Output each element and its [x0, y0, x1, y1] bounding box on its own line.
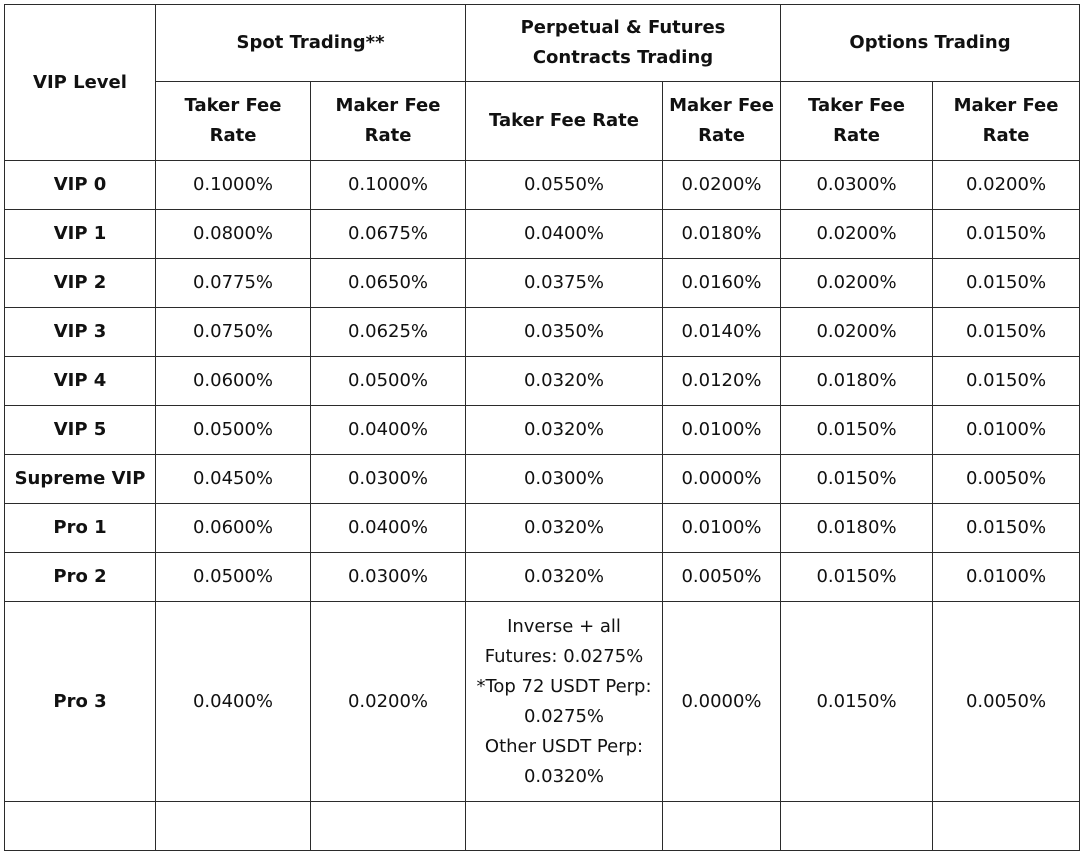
perp-taker-cell: 0.0350% — [466, 308, 663, 357]
header-perp-maker: Maker Fee Rate — [663, 82, 781, 161]
options-maker-cell: 0.0150% — [933, 308, 1080, 357]
header-row-groups — [5, 5, 1080, 82]
empty-cell — [5, 802, 156, 851]
options-maker-cell: 0.0150% — [933, 210, 1080, 259]
table-row — [5, 161, 1080, 210]
empty-cell — [311, 802, 466, 851]
perp-taker-cell: 0.0320% — [466, 504, 663, 553]
spot-maker-cell: 0.0300% — [311, 553, 466, 602]
empty-cell — [933, 802, 1080, 851]
perp-taker-line: 0.0320% — [523, 765, 605, 787]
empty-cell — [781, 802, 933, 851]
vip-level-cell: VIP 4 — [5, 357, 156, 406]
header-spot-maker: Maker Fee Rate — [311, 82, 466, 161]
options-taker-cell: 0.0200% — [781, 308, 933, 357]
perp-taker-cell: 0.0300% — [466, 455, 663, 504]
perp-maker-cell: 0.0000% — [663, 455, 781, 504]
perp-maker-cell: 0.0120% — [663, 357, 781, 406]
vip-level-cell: VIP 0 — [5, 161, 156, 210]
options-taker-cell: 0.0200% — [781, 210, 933, 259]
options-taker-cell: 0.0200% — [781, 259, 933, 308]
spot-taker-cell: 0.1000% — [156, 161, 311, 210]
header-perpetual-futures-trading: Perpetual & Futures Contracts Trading — [466, 5, 781, 82]
table-row — [5, 357, 1080, 406]
spot-taker-cell: 0.0400% — [156, 602, 311, 802]
table-row-partial — [5, 802, 1080, 851]
spot-maker-cell: 0.0400% — [311, 406, 466, 455]
perp-taker-line: Other USDT Perp: — [484, 735, 644, 757]
perp-maker-cell: 0.0200% — [663, 161, 781, 210]
header-row-rates — [5, 82, 1080, 161]
spot-taker-cell: 0.0600% — [156, 357, 311, 406]
table-row — [5, 455, 1080, 504]
spot-maker-cell: 0.0200% — [311, 602, 466, 802]
options-maker-cell: 0.0150% — [933, 357, 1080, 406]
options-maker-cell: 0.0050% — [933, 602, 1080, 802]
vip-level-cell: Pro 2 — [5, 553, 156, 602]
options-maker-cell: 0.0100% — [933, 553, 1080, 602]
perp-taker-line: 0.0275% — [523, 705, 605, 727]
spot-taker-cell: 0.0450% — [156, 455, 311, 504]
vip-level-cell: Pro 3 — [5, 602, 156, 802]
perp-taker-cell: 0.0550% — [466, 161, 663, 210]
spot-maker-cell: 0.0650% — [311, 259, 466, 308]
options-taker-cell: 0.0150% — [781, 553, 933, 602]
options-taker-cell: 0.0180% — [781, 357, 933, 406]
perp-maker-cell: 0.0100% — [663, 406, 781, 455]
header-perp-taker: Taker Fee Rate — [466, 82, 663, 161]
perp-taker-line: *Top 72 USDT Perp: — [476, 675, 652, 697]
table-row-pro-3 — [5, 602, 1080, 802]
spot-maker-cell: 0.0625% — [311, 308, 466, 357]
options-maker-cell: 0.0150% — [933, 259, 1080, 308]
options-maker-cell: 0.0200% — [933, 161, 1080, 210]
perp-taker-line: Futures: 0.0275% — [484, 645, 644, 667]
perp-maker-cell: 0.0180% — [663, 210, 781, 259]
header-options-taker: Taker Fee Rate — [781, 82, 933, 161]
vip-level-cell: VIP 2 — [5, 259, 156, 308]
vip-level-cell: VIP 5 — [5, 406, 156, 455]
perp-taker-cell: 0.0400% — [466, 210, 663, 259]
header-vip-level: VIP Level — [5, 5, 156, 161]
perp-maker-cell: 0.0050% — [663, 553, 781, 602]
perp-maker-cell: 0.0140% — [663, 308, 781, 357]
options-maker-cell: 0.0150% — [933, 504, 1080, 553]
spot-taker-cell: 0.0800% — [156, 210, 311, 259]
empty-cell — [466, 802, 663, 851]
options-taker-cell: 0.0180% — [781, 504, 933, 553]
perp-taker-cell-multiline — [466, 602, 663, 802]
perp-maker-cell: 0.0160% — [663, 259, 781, 308]
spot-maker-cell: 0.0400% — [311, 504, 466, 553]
fee-table-body — [5, 161, 1080, 851]
header-spot-taker: Taker Fee Rate — [156, 82, 311, 161]
options-taker-cell: 0.0150% — [781, 602, 933, 802]
vip-level-cell: VIP 3 — [5, 308, 156, 357]
spot-maker-cell: 0.0300% — [311, 455, 466, 504]
options-taker-cell: 0.0150% — [781, 455, 933, 504]
spot-taker-cell: 0.0775% — [156, 259, 311, 308]
options-taker-cell: 0.0150% — [781, 406, 933, 455]
header-options-trading: Options Trading — [781, 5, 1080, 82]
table-row — [5, 504, 1080, 553]
table-row — [5, 259, 1080, 308]
empty-cell — [663, 802, 781, 851]
perp-taker-cell: 0.0320% — [466, 406, 663, 455]
options-maker-cell: 0.0100% — [933, 406, 1080, 455]
spot-maker-cell: 0.1000% — [311, 161, 466, 210]
perp-maker-cell: 0.0000% — [663, 602, 781, 802]
spot-maker-cell: 0.0500% — [311, 357, 466, 406]
table-row — [5, 406, 1080, 455]
table-row — [5, 308, 1080, 357]
vip-fee-table — [4, 4, 1080, 851]
header-spot-trading: Spot Trading** — [156, 5, 466, 82]
options-taker-cell: 0.0300% — [781, 161, 933, 210]
spot-taker-cell: 0.0750% — [156, 308, 311, 357]
spot-taker-cell: 0.0500% — [156, 553, 311, 602]
vip-level-cell: Pro 1 — [5, 504, 156, 553]
perp-maker-cell: 0.0100% — [663, 504, 781, 553]
spot-maker-cell: 0.0675% — [311, 210, 466, 259]
perp-taker-cell: 0.0320% — [466, 357, 663, 406]
perp-taker-cell: 0.0320% — [466, 553, 663, 602]
vip-level-cell: VIP 1 — [5, 210, 156, 259]
table-row — [5, 553, 1080, 602]
options-maker-cell: 0.0050% — [933, 455, 1080, 504]
empty-cell — [156, 802, 311, 851]
header-options-maker: Maker Fee Rate — [933, 82, 1080, 161]
table-row — [5, 210, 1080, 259]
spot-taker-cell: 0.0600% — [156, 504, 311, 553]
vip-level-cell: Supreme VIP — [5, 455, 156, 504]
perp-taker-line: Inverse + all — [507, 615, 621, 637]
perp-taker-cell: 0.0375% — [466, 259, 663, 308]
spot-taker-cell: 0.0500% — [156, 406, 311, 455]
